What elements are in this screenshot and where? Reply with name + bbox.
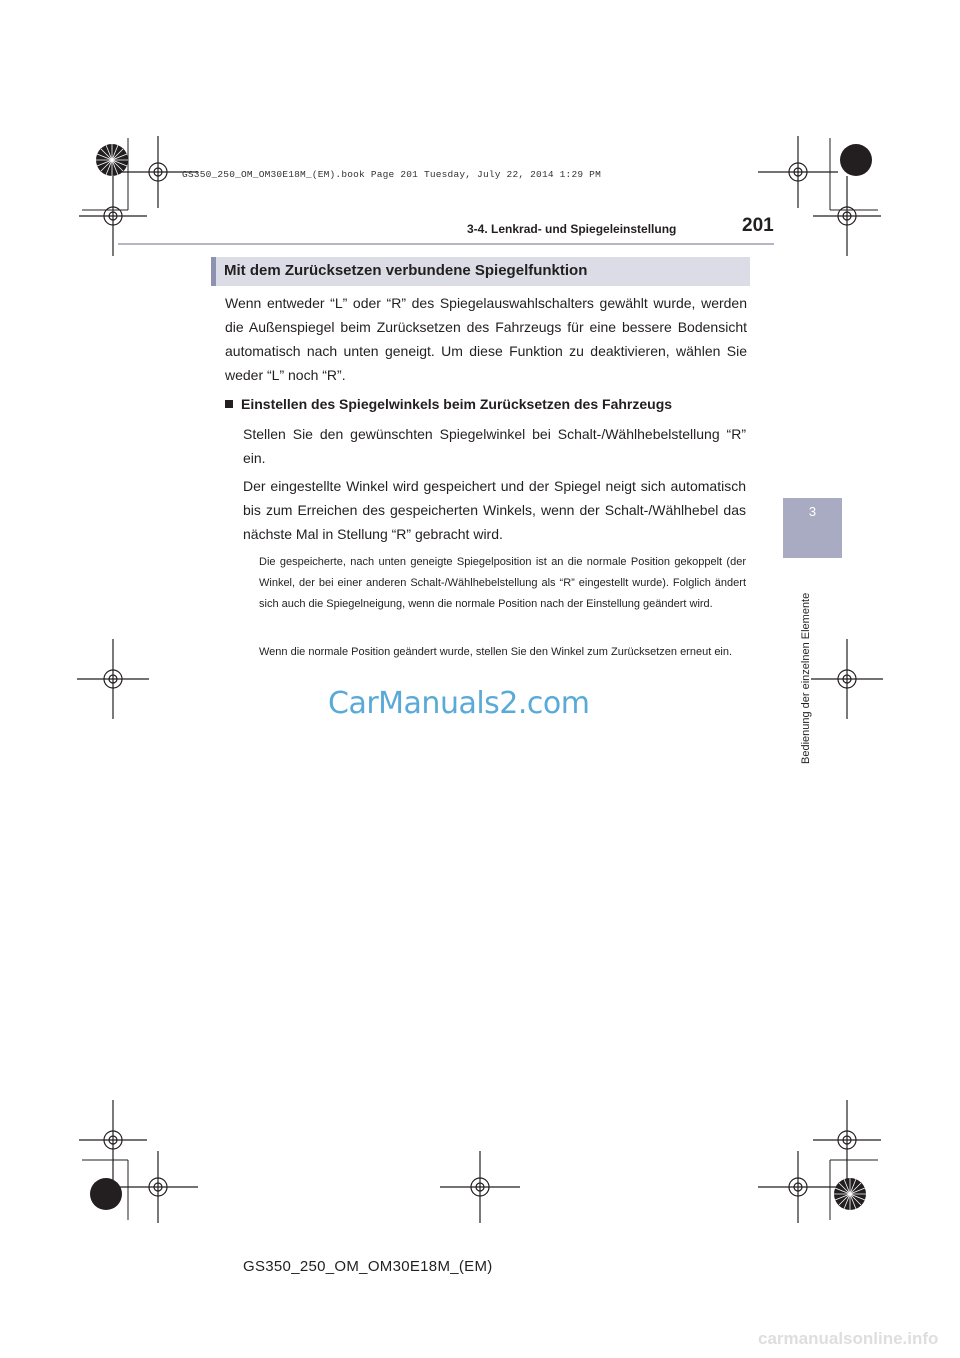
step-one-paragraph: Stellen Sie den gewünschten Spiegelwinkel bei Schalt-/Wählhebelstellung “R” ein. (243, 426, 746, 466)
book-info-line: GS350_250_OM_OM30E18M_(EM).book Page 201 Tuesday, July 22, 2014 1:29 PM (182, 169, 601, 180)
page-number: 201 (742, 215, 774, 236)
section-title: 3-4. Lenkrad- und Spiegeleinstellung (467, 222, 677, 236)
watermark-text: CarManuals2.com (328, 686, 590, 721)
header-rule (118, 243, 774, 245)
subheading-text: Einstellen des Spiegelwinkels beim Zurücksetzen des Fahrzeugs (241, 396, 673, 412)
chapter-number: 3 (808, 504, 817, 519)
subheading (225, 396, 672, 412)
note-two-paragraph: Wenn die normale Position geändert wurde, stellen Sie den Winkel zum Zurücksetzen erneut ein. (259, 646, 733, 658)
intro-paragraph: Wenn entweder “L” oder “R” des Spiegelauswahlschalters gewählt wurde, werden die Außenspiegel beim Zurücksetzen des Fahrzeugs für eine bessere Bodensicht automatisch nach unten geneigt. Um diese Funktion zu deaktivieren, wählen Sie weder “L” noch “R”. (225, 295, 747, 383)
footer-site-watermark: carmanualsonline.info (758, 1329, 939, 1348)
step-two-paragraph: Der eingestellte Winkel wird gespeichert und der Spiegel neigt sich automatisch bis zum Erreichen des gespeicherten Winkels, wenn der Schalt-/Wählhebel das nächste Mal in Stellung “R” gebracht wird. (243, 478, 746, 542)
chapter-title-vertical: Bedienung der einzelnen Elemente (800, 592, 812, 764)
note-one-paragraph: Die gespeicherte, nach unten geneigte Spiegelposition ist an die normale Position gekoppelt (der Winkel, der bei einer anderen Schalt-/Wählhebelstellung als “R” eingestellt wurde). Folglich ändert sich auch die Spiegelneigung, wenn die normale Position nach der Einstellung geändert wird. (259, 556, 746, 610)
square-bullet-icon (225, 400, 233, 408)
section-heading: Mit dem Zurücksetzen verbundene Spiegelfunktion (224, 262, 588, 279)
footer-code: GS350_250_OM_OM30E18M_(EM) (243, 1258, 493, 1275)
